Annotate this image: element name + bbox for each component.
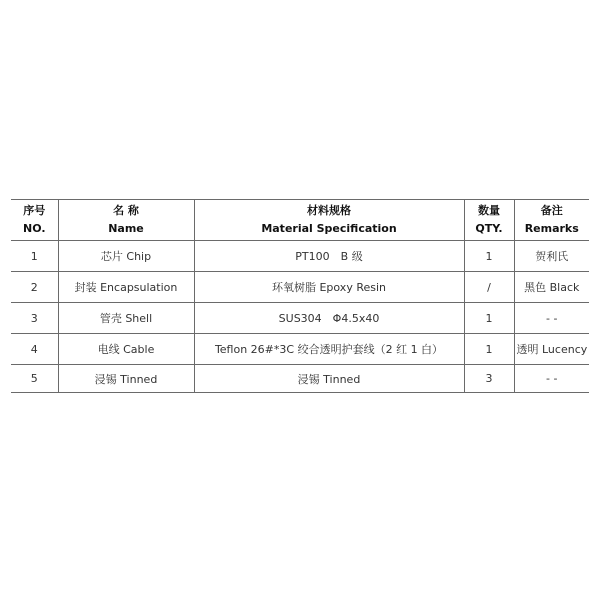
cell-qty: 1	[464, 334, 514, 365]
cell-remarks: 贺利氏	[514, 241, 589, 272]
cell-remarks: - -	[514, 365, 589, 393]
cell-no: 1	[11, 241, 58, 272]
header-no	[11, 200, 58, 241]
table-row	[11, 334, 589, 365]
header-qty-en: QTY.	[475, 222, 503, 235]
header-no-en: NO.	[23, 222, 46, 235]
table-row	[11, 241, 589, 272]
header-qty-cn: 数量	[478, 204, 500, 217]
cell-material: PT100 B 级	[194, 241, 464, 272]
cell-name: 电线 Cable	[58, 334, 194, 365]
cell-qty: 3	[464, 365, 514, 393]
header-qty	[464, 200, 514, 241]
cell-material: 浸锡 Tinned	[194, 365, 464, 393]
header-name	[58, 200, 194, 241]
table-row	[11, 303, 589, 334]
header-no-cn: 序号	[23, 204, 46, 217]
header-material-en: Material Specification	[261, 222, 397, 235]
cell-qty: /	[464, 272, 514, 303]
cell-remarks: 黑色 Black	[514, 272, 589, 303]
cell-no: 5	[11, 365, 58, 393]
cell-remarks: - -	[514, 303, 589, 334]
cell-no: 4	[11, 334, 58, 365]
cell-no: 3	[11, 303, 58, 334]
cell-qty: 1	[464, 303, 514, 334]
header-material	[194, 200, 464, 241]
cell-name: 浸锡 Tinned	[58, 365, 194, 393]
cell-no: 2	[11, 272, 58, 303]
cell-name: 管壳 Shell	[58, 303, 194, 334]
cell-material: SUS304 Φ4.5x40	[194, 303, 464, 334]
table-row	[11, 365, 589, 393]
cell-material: 环氧树脂 Epoxy Resin	[194, 272, 464, 303]
header-remarks	[514, 200, 589, 241]
header-remarks-en: Remarks	[524, 222, 579, 235]
header-remarks-cn: 备注	[540, 204, 563, 217]
cell-material: Teflon 26#*3C 绞合透明护套线（2 红 1 白）	[194, 334, 464, 365]
cell-name: 芯片 Chip	[58, 241, 194, 272]
header-row	[11, 200, 589, 241]
table-row	[11, 272, 589, 303]
header-name-en: Name	[108, 222, 144, 235]
cell-qty: 1	[464, 241, 514, 272]
cell-name: 封装 Encapsulation	[58, 272, 194, 303]
cell-remarks: 透明 Lucency	[514, 334, 589, 365]
header-material-cn: 材料规格	[307, 204, 351, 217]
header-name-cn: 名 称	[113, 204, 139, 217]
bom-table	[11, 199, 589, 393]
